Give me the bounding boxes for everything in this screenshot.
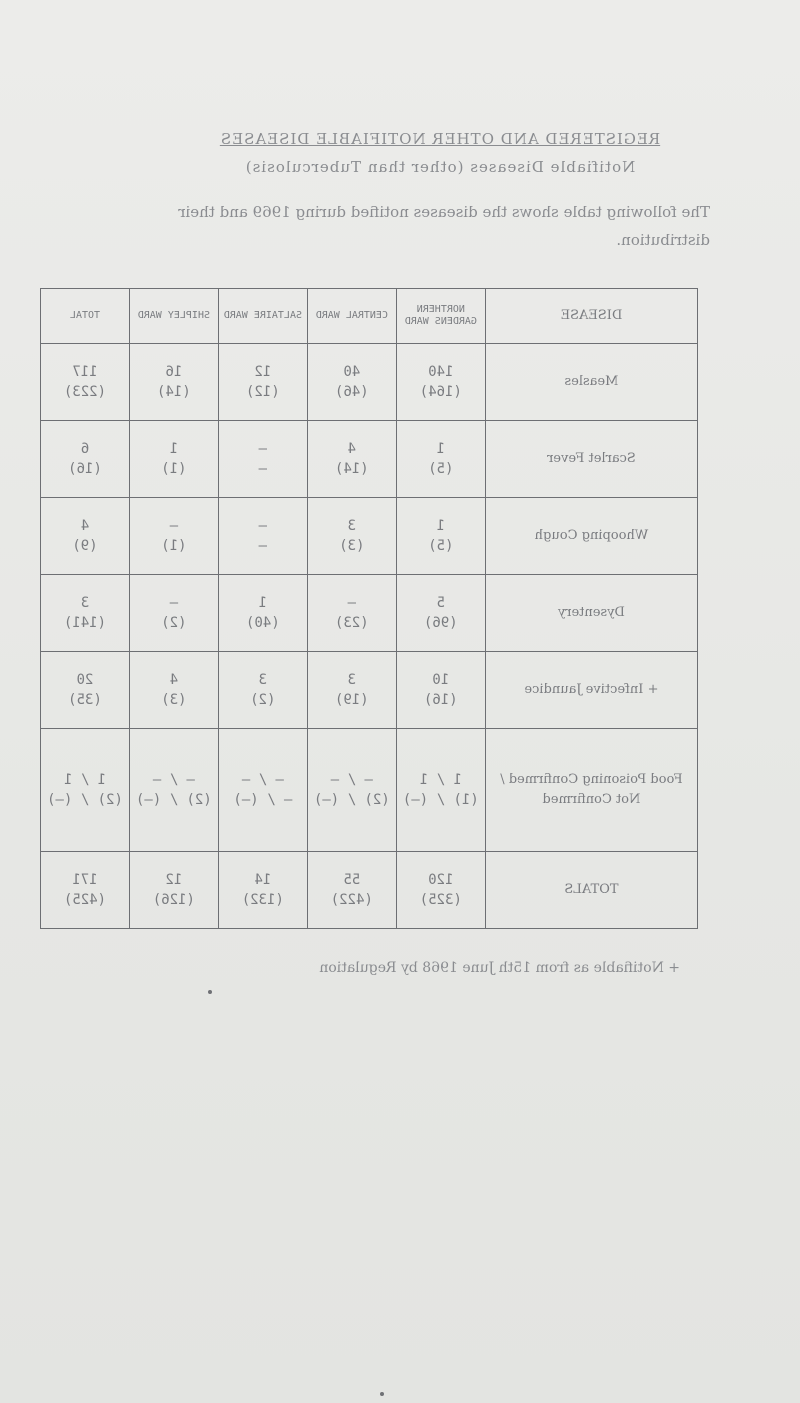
table-row [41, 344, 698, 421]
row-label: Food Poisoning Confirmed / Not Confirmed [485, 729, 697, 852]
table-cell: 3 (141) [41, 575, 130, 652]
row-label: TOTALS [485, 852, 697, 929]
table-cell: – – [218, 421, 307, 498]
table-row [41, 575, 698, 652]
table-cell: – / – (2) / (–) [307, 729, 396, 852]
row-label: Scarlet Fever [485, 421, 697, 498]
row-label: Measles [485, 344, 697, 421]
table-cell: 5 (96) [396, 575, 485, 652]
table-cell: – (2) [129, 575, 218, 652]
speck-mark [380, 1392, 384, 1396]
row-label: + Infective Jaundice [485, 652, 697, 729]
table-cell: 1 / 1 (2) / (–) [41, 729, 130, 852]
speck-mark [208, 990, 212, 994]
header-disease: DISEASE [485, 289, 697, 344]
table-row [41, 652, 698, 729]
table-cell: – (23) [307, 575, 396, 652]
table-header-row [41, 289, 698, 344]
row-label: Dysentery [485, 575, 697, 652]
table-cell: – / – – / (–) [218, 729, 307, 852]
table-cell: 12 (126) [129, 852, 218, 929]
table-cell: 1 (5) [396, 498, 485, 575]
table-cell: – (1) [129, 498, 218, 575]
table-cell: 55 (422) [307, 852, 396, 929]
header-ward-3: SALTAIRE WARD [218, 289, 307, 344]
table-cell: 4 (14) [307, 421, 396, 498]
table-cell: 1 (1) [129, 421, 218, 498]
table-cell: 171 (425) [41, 852, 130, 929]
table-cell: 3 (3) [307, 498, 396, 575]
table-cell: 3 (2) [218, 652, 307, 729]
row-label: Whooping Cough [485, 498, 697, 575]
table-cell: 140 (164) [396, 344, 485, 421]
disease-table [40, 288, 698, 929]
table-cell: 1 (40) [218, 575, 307, 652]
page-title: REGISTERED AND OTHER NOTIFIABLE DISEASES [219, 130, 661, 148]
table-cell: 6 (16) [41, 421, 130, 498]
table-cell: 40 (46) [307, 344, 396, 421]
table-cell: 4 (3) [129, 652, 218, 729]
table-cell: 14 (132) [218, 852, 307, 929]
table-cell: 12 (12) [218, 344, 307, 421]
table-cell: 1 / 1 (1) / (–) [396, 729, 485, 852]
table-cell: 117 (223) [41, 344, 130, 421]
header-ward-1: NORTHERN GARDENS WARD [396, 289, 485, 344]
table-cell: 3 (19) [307, 652, 396, 729]
header-ward-2: CENTRAL WARD [307, 289, 396, 344]
table-totals-row [41, 852, 698, 929]
table-cell: 1 (5) [396, 421, 485, 498]
table-row [41, 421, 698, 498]
table-cell: 16 (14) [129, 344, 218, 421]
header-ward-4: SHIPLEY WARD [129, 289, 218, 344]
table-cell: 120 (325) [396, 852, 485, 929]
table-cell: 4 (9) [41, 498, 130, 575]
table-cell: – / – (2) / (–) [129, 729, 218, 852]
table-row [41, 498, 698, 575]
page-subtitle: Notifiable Diseases (other than Tuberculosis) [244, 158, 636, 176]
header-total: TOTAL [41, 289, 130, 344]
intro-paragraph: The following table shows the diseases notified during 1969 and their distribution. [178, 203, 710, 249]
footnote: + Notifiable as from 15th June 1968 by Regulation [319, 960, 680, 976]
table-row [41, 729, 698, 852]
table-cell: 20 (35) [41, 652, 130, 729]
table-cell: 10 (16) [396, 652, 485, 729]
table-cell: – – [218, 498, 307, 575]
